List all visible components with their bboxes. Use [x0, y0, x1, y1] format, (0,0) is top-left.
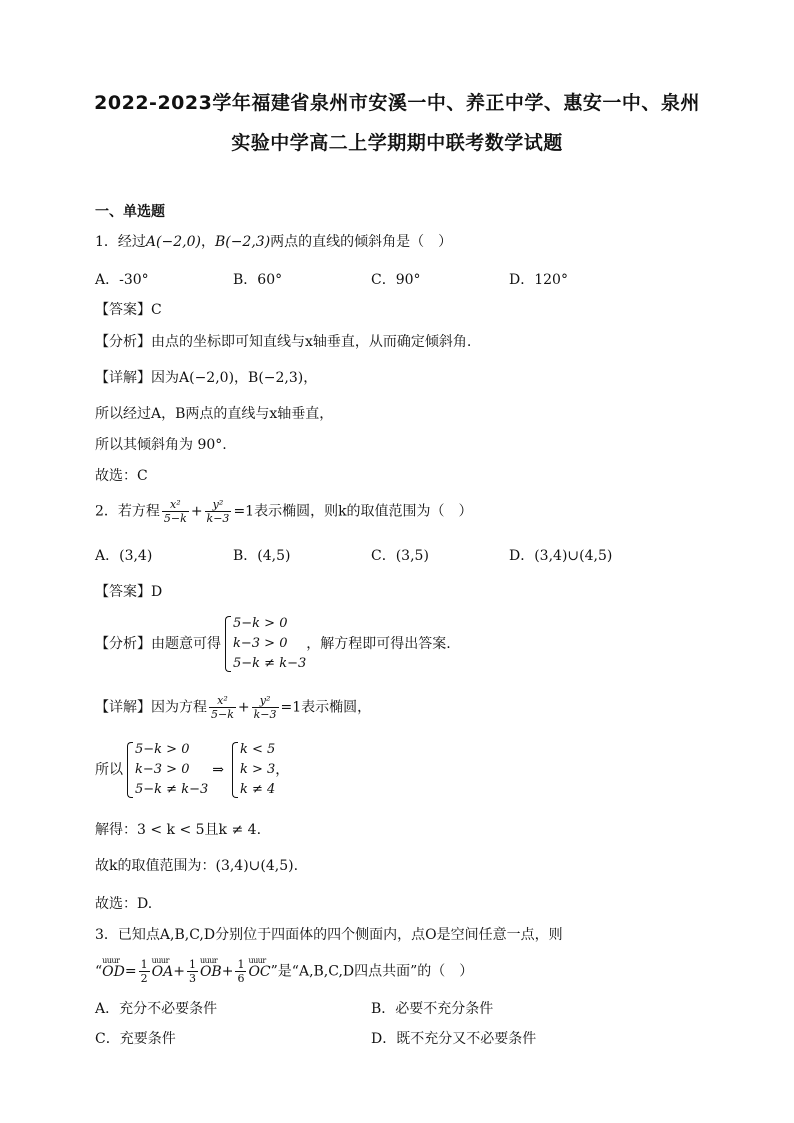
- q2-detail-fraction-1: [209, 694, 236, 721]
- q2-detail-prefix: 因为方程: [151, 699, 207, 716]
- q3-plus-2: +: [221, 963, 234, 980]
- q2-result-row: k ≠ 4: [239, 782, 276, 797]
- q3-vector-od: uuur OD: [102, 962, 125, 982]
- q2-result-system: [230, 740, 275, 800]
- q1-point-b: B(−2,3): [214, 234, 271, 250]
- q2-frac2-den: k−3: [206, 512, 230, 525]
- q2-answer-value: D: [151, 584, 163, 600]
- q2-stem: [95, 498, 473, 525]
- q3-option-a: A．充分不必要条件: [95, 1001, 218, 1017]
- q2-detail: [95, 694, 371, 721]
- q2-result-row: k < 5: [239, 742, 276, 757]
- q2-frac2-num: y²: [205, 498, 232, 512]
- q2-analysis-prefix: 由题意可得: [151, 636, 221, 652]
- q2-analysis: [95, 614, 451, 674]
- q3-stem-line1: 3．已知点A,B,C,D分别位于四面体的四个侧面内，点O是空间任意一点，则: [95, 927, 563, 943]
- q2-detail-frac2-num: y²: [252, 694, 279, 708]
- q1-option-a: A．-30°: [95, 272, 149, 288]
- q3-stem-line2: [95, 958, 473, 985]
- document-title-line2: 实验中学高二上学期期中联考数学试题: [231, 132, 563, 154]
- q1-detail-line3: 所以其倾斜角为 90°.: [95, 437, 227, 453]
- q2-answer: [95, 582, 162, 602]
- q3-f3-den: 6: [237, 972, 245, 985]
- answer-tag: 【答案】: [95, 302, 151, 318]
- q1-analysis-text: 由点的坐标即可知直线与x轴垂直，从而确定倾斜角.: [151, 334, 472, 350]
- document-title-line1: 2022-2023学年福建省泉州市安溪一中、养正中学、惠安一中、泉州: [94, 92, 700, 114]
- q2-system-row: 5−k > 0: [233, 616, 288, 631]
- detail-tag: 【详解】: [95, 370, 151, 386]
- analysis-tag: 【分析】: [95, 334, 151, 350]
- analysis-tag: 【分析】: [95, 636, 151, 652]
- q1-option-d: D．120°: [509, 272, 568, 288]
- q3-f1-num: 1: [140, 958, 148, 971]
- q2-detail-suffix: =1表示椭圆，: [280, 699, 372, 716]
- q3-fraction-sixth: [235, 958, 246, 985]
- q2-plus: +: [190, 503, 203, 520]
- q2-option-c: C．(3,5): [371, 548, 429, 564]
- q2-detail-frac1-den: 5−k: [211, 708, 234, 721]
- q2-system-row: k−3 > 0: [135, 762, 190, 777]
- q2-so-suffix: ，: [275, 762, 290, 778]
- q1-answer: [95, 300, 162, 320]
- q3-f2-den: 3: [188, 972, 196, 985]
- q1-stem: [95, 232, 452, 252]
- q2-fraction-1: [162, 498, 189, 525]
- q2-result-row: k > 3: [239, 762, 276, 777]
- q2-detail-fraction-2: [252, 694, 279, 721]
- q1-option-b: B．60°: [233, 272, 283, 288]
- q2-option-a: A．(3,4): [95, 548, 153, 564]
- q2-option-d: D．(3,4)∪(4,5): [509, 548, 613, 564]
- q2-system-row: k−3 > 0: [233, 636, 288, 651]
- q2-analysis-suffix: ，解方程即可得出答案.: [306, 636, 451, 652]
- q2-system-row: 5−k ≠ k−3: [135, 782, 209, 797]
- q2-detail-frac1-num: x²: [209, 694, 236, 708]
- q3-vector-oa: uuur OA: [152, 962, 174, 982]
- q1-option-c: C．90°: [371, 272, 421, 288]
- q2-fraction-2: [205, 498, 232, 525]
- q3-f3-num: 1: [237, 958, 245, 971]
- q3-vector-ob: uuur OB: [200, 962, 222, 982]
- q1-choose: 故选：C: [95, 468, 148, 484]
- q3-vector-oc: uuur OC: [248, 962, 270, 982]
- implies-arrow: ⇒: [212, 762, 224, 778]
- q1-point-a: A(−2,0): [145, 234, 201, 250]
- q2-option-b: B．(4,5): [233, 548, 291, 564]
- q2-detail-plus: +: [237, 699, 250, 716]
- q2-stem-prefix: 2．若方程: [95, 503, 160, 520]
- q3-stem-suffix: ”是“A,B,C,D四点共面”的（ ）: [270, 963, 474, 980]
- q1-sep: ，: [200, 234, 215, 250]
- q3-fraction-half: [139, 958, 150, 985]
- q1-detail: [95, 368, 317, 388]
- section-heading: 一、单选题: [95, 204, 165, 220]
- q3-option-c: C．充要条件: [95, 1031, 176, 1047]
- q2-solve: 解得：3 < k < 5且k ≠ 4.: [95, 822, 262, 838]
- q1-stem-suffix: 两点的直线的倾斜角是（ ）: [270, 234, 453, 250]
- q1-analysis: [95, 332, 471, 352]
- q2-system-row: 5−k ≠ k−3: [233, 656, 307, 671]
- q3-option-d: D．既不充分又不必要条件: [371, 1031, 537, 1047]
- q3-f1-den: 2: [140, 972, 148, 985]
- q2-analysis-system: [223, 614, 306, 674]
- detail-tag: 【详解】: [95, 699, 151, 716]
- q2-so: [95, 740, 289, 800]
- q1-detail-line1: 因为A(−2,0)，B(−2,3)，: [151, 370, 318, 386]
- q3-fraction-third: [187, 958, 198, 985]
- q3-equals: =: [124, 963, 137, 980]
- q2-system-row: 5−k > 0: [135, 742, 190, 757]
- q3-plus-1: +: [173, 963, 185, 980]
- q3-option-b: B．必要不充分条件: [371, 1001, 494, 1017]
- q2-stem-suffix: =1表示椭圆，则k的取值范围为（ ）: [233, 503, 473, 520]
- q2-detail-system: [125, 740, 208, 800]
- q2-frac1-num: x²: [162, 498, 189, 512]
- q2-detail-frac2-den: k−3: [253, 708, 277, 721]
- q1-answer-value: C: [151, 302, 162, 318]
- q2-choose: 故选：D.: [95, 896, 153, 912]
- answer-tag: 【答案】: [95, 584, 151, 600]
- q2-frac1-den: 5−k: [163, 512, 187, 525]
- q2-range: 故k的取值范围为：(3,4)∪(4,5).: [95, 858, 299, 874]
- q3-quote-open: “: [95, 963, 103, 980]
- q1-stem-prefix: 1．经过: [95, 234, 146, 250]
- q3-f2-num: 1: [188, 958, 196, 971]
- q2-so-prefix: 所以: [95, 762, 123, 778]
- q1-detail-line2: 所以经过A，B两点的直线与x轴垂直，: [95, 406, 334, 422]
